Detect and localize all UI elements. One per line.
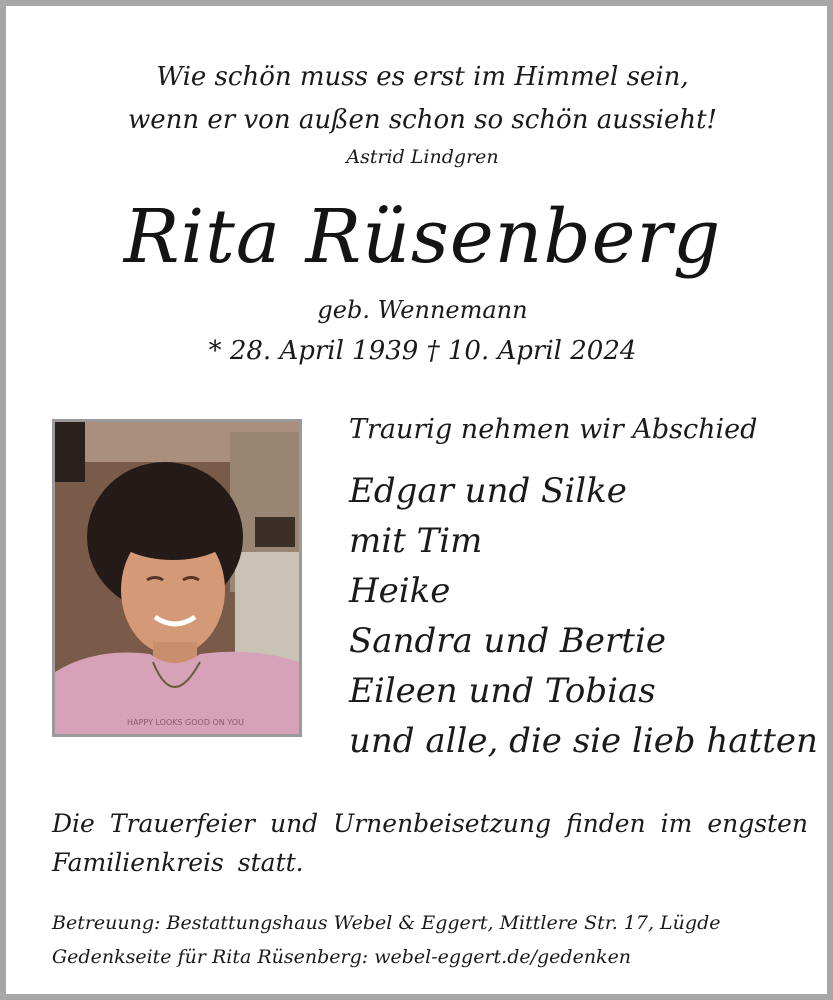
- mourner-line: Sandra und Bertie: [349, 621, 666, 661]
- quote-author: Astrid Lindgren: [346, 146, 499, 168]
- mourners-list: [349, 466, 818, 766]
- portrait-photo: [52, 419, 302, 737]
- footer: [52, 906, 720, 974]
- ceremony-notice: Die Trauerfeier und Urnenbeisetzung finden im engsten Familienkreis statt.: [52, 809, 808, 877]
- mourner-line: Edgar und Silke: [349, 471, 627, 511]
- mourners-intro: Traurig nehmen wir Abschied: [349, 414, 758, 445]
- mourner-line: Heike: [349, 571, 451, 611]
- quote-line-2: wenn er von außen schon so schön aussieht!: [128, 105, 717, 135]
- shirt-print: HAPPY LOOKS GOOD ON YOU: [127, 718, 244, 727]
- quote: [6, 56, 833, 142]
- maiden-name: geb. Wennemann: [317, 296, 528, 324]
- life-dates: * 28. April 1939 † 10. April 2024: [208, 336, 637, 366]
- memorial-page-line: Gedenkseite für Rita Rüsenberg: webel-eggert.de/gedenken: [52, 946, 632, 968]
- mourner-line: und alle, die sie lieb hatten: [349, 721, 818, 761]
- mourner-line: mit Tim: [349, 521, 483, 561]
- mourner-line: Eileen und Tobias: [349, 671, 656, 711]
- quote-line-1: Wie schön muss es erst im Himmel sein,: [156, 62, 689, 92]
- funeral-home-line: Betreuung: Bestattungshaus Webel & Eggert, Mittlere Str. 17, Lügde: [52, 912, 721, 934]
- deceased-name: Rita Rüsenberg: [123, 194, 722, 280]
